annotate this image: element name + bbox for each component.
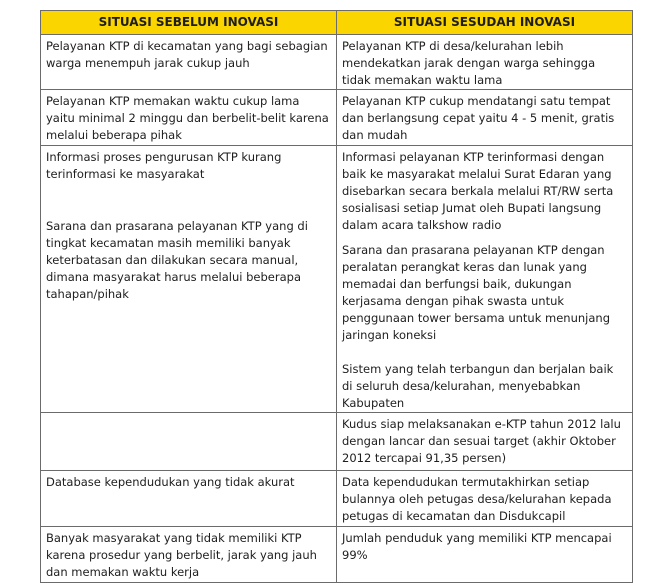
cell-before: Pelayanan KTP memakan waktu cukup lama yaitu minimal 2 minggu dan berbelit-belit karena melalui beberapa pihak — [41, 90, 337, 146]
header-row — [41, 11, 633, 35]
cell-after-text-2: Sarana dan prasarana pelayanan KTP dengan peralatan perangkat keras dan lunak yang memadai dan berfungsi baik, dukungan kerjasama dengan pihak swasta untuk penggunaan tower bersama untuk menunjang jaringan koneksi — [342, 243, 610, 342]
header-before: SITUASI SEBELUM INOVASI — [41, 11, 337, 35]
cell-after: Pelayanan KTP di desa/kelurahan lebih mendekatkan jarak dengan warga sehingga tidak memakan waktu lama — [337, 35, 633, 90]
cell-before: Pelayanan KTP di kecamatan yang bagi sebagian warga menempuh jarak cukup jauh — [41, 35, 337, 90]
cell-before — [41, 413, 337, 471]
table-row — [41, 90, 633, 146]
cell-before — [41, 146, 337, 413]
cell-before-text-2: Sarana dan prasarana pelayanan KTP yang di tingkat kecamatan masih memiliki banyak keterbatasan dan dilakukan secara manual, dimana masyarakat harus melalui beberapa tahapan/pihak — [46, 219, 308, 301]
cell-before: Database kependudukan yang tidak akurat — [41, 471, 337, 527]
table-row — [41, 471, 633, 527]
table-row — [41, 35, 633, 90]
cell-after: Jumlah penduduk yang memiliki KTP mencapai 99% — [337, 527, 633, 583]
cell-after: Kudus siap melaksanakan e-KTP tahun 2012 lalu dengan lancar dan sesuai target (akhir Oktober 2012 tercapai 91,35 persen) — [337, 413, 633, 471]
cell-after: Pelayanan KTP cukup mendatangi satu tempat dan berlangsung cepat yaitu 4 - 5 menit, gratis dan mudah — [337, 90, 633, 146]
table-row — [41, 146, 633, 413]
cell-before: Banyak masyarakat yang tidak memiliki KTP karena prosedur yang berbelit, jarak yang jauh dan memakan waktu kerja — [41, 527, 337, 583]
cell-before-text-1: Informasi proses pengurusan KTP kurang terinformasi ke masyarakat — [46, 150, 282, 181]
cell-after — [337, 146, 633, 413]
table-row — [41, 527, 633, 583]
cell-after-text-3: Sistem yang telah terbangun dan berjalan baik di seluruh desa/kelurahan, menyebabkan Kabupaten — [342, 362, 614, 410]
header-after: SITUASI SESUDAH INOVASI — [337, 11, 633, 35]
cell-after: Data kependudukan termutakhirkan setiap bulannya oleh petugas desa/kelurahan kepada petugas di kecamatan dan Disdukcapil — [337, 471, 633, 527]
cell-after-text-1: Informasi pelayanan KTP terinformasi dengan baik ke masyarakat melalui Surat Edaran yang disebarkan secara berkala melalui RT/RW serta sosialisasi setiap Jumat oleh Bupati langsung dalam acara talkshow radio — [342, 150, 614, 232]
table-row — [41, 413, 633, 471]
comparison-table — [40, 10, 633, 583]
